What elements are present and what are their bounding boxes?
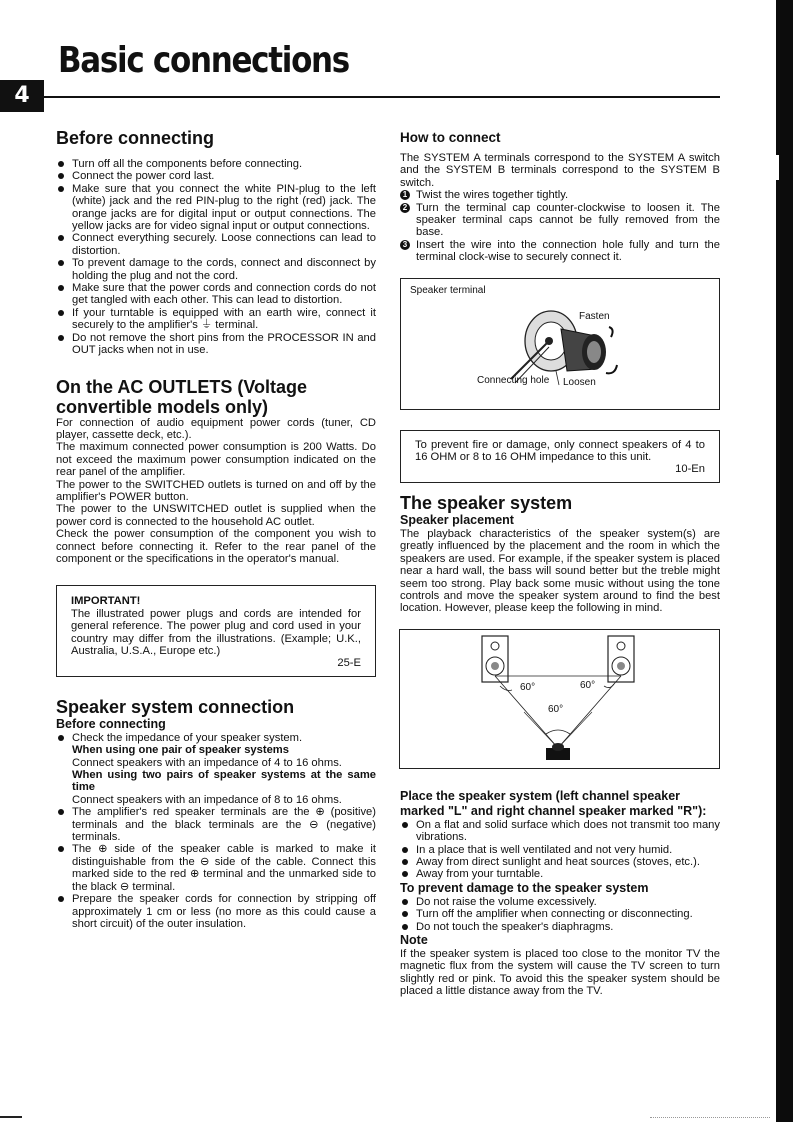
list-item: Make sure that you connect the white PIN-plug to the left (white) jack and the red PIN-plug to the right (red) jack. The orange jacks are for digital input or output connections. The yellow jacks are for video signal input or output connections. — [56, 183, 376, 233]
placement-illustration — [400, 630, 718, 768]
ac-outlets-paragraph: The maximum connected power consumption is 200 Watts. Do not exceed the maximum power consumption indicated on the rear panel of the amplifier. — [56, 441, 376, 479]
how-to-connect-steps — [400, 189, 720, 263]
left-column — [56, 128, 376, 930]
angle-left-label: 60° — [520, 681, 536, 693]
ac-outlets-paragraph: The power to the SWITCHED outlets is turned on and off by the amplifier's POWER button. — [56, 478, 376, 503]
how-to-connect-intro: The SYSTEM A terminals correspond to the SYSTEM A switch and the SYSTEM B terminals correspond to the SYSTEM B switch. — [400, 152, 720, 189]
step-number-icon: 1 — [400, 190, 410, 200]
diagram-label: Speaker terminal — [410, 284, 486, 296]
before-connecting-list — [56, 158, 376, 357]
angle-right-label: 60° — [580, 679, 596, 691]
step-text: Insert the wire into the connection hole fully and turn the terminal clock-wise to securely connect it. — [416, 238, 720, 264]
page-title: Basic connections — [58, 40, 349, 81]
important-code: 25-E — [337, 657, 361, 670]
place-heading: Place the speaker system (left channel speaker marked "L" and right channel speaker marked "R"): — [400, 788, 707, 818]
list-item: The amplifier's red speaker terminals are the ⊕ (positive) terminals and the black terminals are the ⊖ (negative) terminals. — [56, 806, 376, 843]
important-title: IMPORTANT! — [71, 595, 141, 608]
step-number-icon: 3 — [400, 240, 410, 250]
ac-outlets-heading: On the AC OUTLETS (Voltage convertible models only) — [56, 376, 307, 417]
list-item: Do not touch the speaker's diaphragms. — [400, 921, 720, 933]
before-connecting-heading: Before connecting — [56, 128, 215, 148]
list-item: Do not remove the short pins from the PROCESSOR IN and OUT jacks when not in use. — [56, 332, 376, 357]
note-text: If the speaker system is placed too close to the monitor TV the magnetic flux from the system will cause the TV screen to turn slightly red or pink. To avoid this the speaker system should be placed a little distance away from the TV. — [400, 947, 720, 998]
prevent-list — [400, 896, 720, 933]
important-text: The illustrated power plugs and cords are intended for general reference. The power plug and cord used in your country may differ from the illustrations. (Example; U.K., Australia, U.S.A., Europe etc.) — [71, 607, 361, 657]
step-number-icon: 2 — [400, 203, 410, 213]
two-pair-title: When using two pairs of speaker systems at the same time — [72, 769, 376, 794]
list-item: To prevent damage to the cords, connect and disconnect by holding the plug and not the cord. — [56, 257, 376, 282]
one-pair-text: Connect speakers with an impedance of 4 to 16 ohms. — [72, 756, 342, 769]
warning-code: 10-En — [675, 463, 705, 476]
step-text: Turn the terminal cap counter-clockwise to loosen it. The speaker terminal caps cannot be fully removed from the base. — [416, 201, 720, 239]
loosen-label: Loosen — [563, 376, 596, 388]
list-item: Connect everything securely. Loose connections can lead to distortion. — [56, 232, 376, 257]
speaker-terminal-diagram — [400, 278, 720, 410]
speaker-connection-list — [56, 732, 376, 931]
ac-outlets-paragraph: Check the power consumption of the component you wish to connect before connecting it. Refer to the rear panel of the component or the specifications in the operator's manual. — [56, 528, 376, 565]
list-item: Turn off the amplifier when connecting or disconnecting. — [400, 908, 720, 920]
list-item: Away from direct sunlight and heat sources (stoves, etc.). — [400, 856, 720, 868]
place-list — [400, 819, 720, 881]
step-item — [400, 202, 720, 239]
placement-heading: Speaker placement — [400, 512, 514, 527]
list-item: Do not raise the volume excessively. — [400, 896, 720, 908]
list-item: Away from your turntable. — [400, 868, 720, 880]
step-text: Twist the wires together tightly. — [416, 189, 569, 202]
list-item: Make sure that the power cords and connection cords do not get tangled with each other. This can lead to distortion. — [56, 282, 376, 307]
how-to-connect-heading: How to connect — [400, 130, 501, 145]
page-number-badge: 4 — [0, 80, 44, 112]
header-rule — [44, 96, 720, 98]
ac-outlets-paragraph: For connection of audio equipment power cords (tuner, CD player, cassette deck, etc.). — [56, 416, 376, 441]
warning-text: To prevent fire or damage, only connect speakers of 4 to 16 OHM or 8 to 16 OHM impedance to this unit. — [415, 438, 705, 464]
speaker-placement-diagram — [399, 629, 720, 769]
scan-edge-gap — [776, 155, 779, 180]
list-item: Turn off all the components before connecting. — [56, 158, 376, 170]
footer-dots — [650, 1117, 770, 1119]
list-item — [56, 732, 376, 806]
list-item: The ⊕ side of the speaker cable is marked to make it distinguishable from the ⊖ side of the cable. Connect this marked side to the red ⊕ terminal and the unmarked side to the black ⊖ terminal. — [56, 843, 376, 893]
list-item: If your turntable is equipped with an earth wire, connect it securely to the amplifier's ⏚ terminal. — [56, 307, 376, 332]
connecting-hole-label: Connecting hole — [477, 374, 550, 386]
one-pair-title: When using one pair of speaker systems — [72, 744, 289, 757]
step-item — [400, 239, 720, 264]
list-item: In a place that is well ventilated and not very humid. — [400, 844, 720, 856]
note-heading: Note — [400, 932, 428, 947]
footer-tick — [0, 1116, 22, 1118]
prevent-heading: To prevent damage to the speaker system — [400, 880, 649, 895]
speaker-system-heading: The speaker system — [400, 492, 573, 513]
speaker-connection-subheading: Before connecting — [56, 716, 166, 731]
two-pair-text: Connect speakers with an impedance of 8 to 16 ohms. — [72, 793, 342, 806]
list-item: Prepare the speaker cords for connection by stripping off approximately 1 cm or less (no more as this could cause a short circuit) of the outer insulation. — [56, 893, 376, 930]
ac-outlets-paragraph: The power to the UNSWITCHED outlet is supplied when the power cord is connected to the household AC outlet. — [56, 503, 376, 528]
list-item: On a flat and solid surface which does not transmit too many vibrations. — [400, 819, 720, 844]
fasten-label: Fasten — [579, 310, 610, 322]
placement-text: The playback characteristics of the speaker system(s) are greatly influenced by the placement and the room in which the speakers are used. For example, if the speaker system is placed near a hard wall, the bass will sound better but the treble might seem too strong. Play back some music without using the tone controls and move the speaker system around to find the best location. However, please keep the following in mind. — [400, 527, 720, 615]
important-box — [56, 585, 376, 676]
list-item: Connect the power cord last. — [56, 170, 376, 182]
right-column — [400, 130, 720, 998]
list-item-text: Check the impedance of your speaker system. — [72, 731, 303, 744]
impedance-warning-box — [400, 430, 720, 483]
angle-bottom-label: 60° — [548, 703, 564, 715]
step-item — [400, 189, 720, 201]
speaker-connection-heading: Speaker system connection — [56, 696, 295, 717]
